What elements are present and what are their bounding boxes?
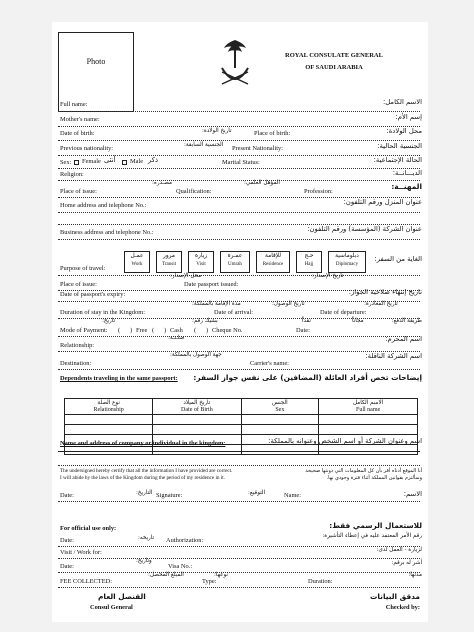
female-label: Female <box>82 158 101 165</box>
prev-nationality-label: Previous nationality: <box>60 145 114 152</box>
visit-work-label: Visit / Work for: <box>60 549 102 556</box>
male-label-ar: ذكر <box>148 156 159 164</box>
visa-number-field[interactable] <box>58 572 420 573</box>
mother-name-label-ar: إسم الأم: <box>395 113 422 121</box>
profession-label-ar: المهنــة: <box>391 182 422 191</box>
male-checkbox[interactable] <box>122 160 127 165</box>
place-issue2-label: Place of issue: <box>60 281 97 288</box>
purpose-label: Purpose of travel: <box>60 265 106 272</box>
type-label-ar: نوعها: <box>214 572 228 578</box>
passport-expiry-label-ar: تاريخ إنتهاء صلاحية الجواز: <box>348 288 422 296</box>
fee-field[interactable] <box>58 587 420 588</box>
pay-free-label-ar: مجاناً <box>352 318 364 324</box>
photo-box <box>58 32 134 112</box>
visit-work-label-ar: لزيارة - العمل لدى: <box>376 547 422 553</box>
official-use-title: For official use only: <box>60 525 117 532</box>
dependents-col-sex: الجنس Sex <box>241 399 319 415</box>
authorization-label: Authorization: <box>166 537 204 544</box>
table-row[interactable] <box>65 425 418 435</box>
pay-cheque-label-ar: بشيك رقم: <box>192 318 218 324</box>
profession-label: Profession: <box>304 188 333 195</box>
female-checkbox[interactable] <box>74 160 79 165</box>
company-field[interactable] <box>58 451 420 452</box>
declaration-text-ar: أنا الموقع أدناه أقر بأن كل المعلومات التي دونتها صحيحة وسألتزم بقوانين المملكة أثناء فترة وجودي بها. <box>305 468 422 481</box>
purpose-field <box>58 275 420 276</box>
home-address-label: Home address and telephone No.: <box>60 202 147 209</box>
dependents-title: Dependents traveling in the same passport: <box>60 375 178 382</box>
name-label: Name: <box>284 492 302 499</box>
duration-label: Duration: <box>308 578 333 585</box>
paren-open-free: ( <box>118 327 121 334</box>
dependents-col-relationship: نوع الصلة Relationship <box>65 399 153 415</box>
table-row[interactable] <box>65 415 418 425</box>
relationship-label: Relationship: <box>60 342 95 349</box>
dependents-title-ar: إيضاحات تخص أفراد العائلة (المضافين) على نفس جواز السفر: <box>193 373 422 382</box>
checked-by-label: Checked by: <box>385 604 420 611</box>
authorization-label-ar: رقم الأمر المعتمد عليه في إعطاء التأشيرة: <box>322 533 422 539</box>
full-name-label-ar: الاسم الكامل: <box>382 98 422 106</box>
stay-label-ar: مدة الإقامة بالمملكة: <box>192 301 241 307</box>
home-address-field[interactable] <box>58 212 420 213</box>
official-use-title-ar: للاستعمال الرسمي فقط: <box>329 521 422 530</box>
stay-duration-label: Duration of stay in the Kingdom: <box>60 309 146 316</box>
port-label-ar: جهة الوصول بالمملكة: <box>170 352 222 358</box>
visa-number-label-ar: أشر له برقم: <box>391 560 422 566</box>
payment-mode-label: Mode of Payment: <box>60 327 108 334</box>
departure-label-ar: تاريخ المغادرة: <box>364 301 398 307</box>
home-address-label-ar: عنوان المنزل ورقم التلفون: <box>343 198 422 206</box>
dob-label: Date of birth: <box>60 130 95 137</box>
authorization-field[interactable] <box>58 546 420 547</box>
dependents-col-fullname: الاسم الكامل Full name <box>319 399 418 415</box>
purpose-transit-option[interactable]: مرور Transit <box>156 251 182 273</box>
mother-name-label: Mother's name: <box>60 116 100 123</box>
consul-general-label-ar: القنصل العام <box>98 592 146 601</box>
visit-work-field[interactable] <box>58 558 420 559</box>
destination-field[interactable] <box>58 369 420 370</box>
marital-status-label-ar: الحالة الإجتماعية: <box>373 156 422 164</box>
date-passport-issued-label: Date passport issued: <box>184 281 239 288</box>
religion-field[interactable] <box>58 180 420 181</box>
full-name-field[interactable] <box>58 111 420 112</box>
declaration-text: The undersigned hereby certify that all the information I have provided are correct. I will abide by the laws of the Kingdom during the period of my residence in it. <box>60 468 233 481</box>
mahram-label-ar: اسم المحرم: <box>385 335 422 343</box>
carrier-label: Carrier's name: <box>250 360 289 367</box>
cash-option[interactable]: Cash <box>170 327 183 334</box>
visa-number-label: Visa No.: <box>168 563 193 570</box>
duration-label-ar: مدتها: <box>408 572 422 578</box>
mother-name-field[interactable] <box>58 126 420 127</box>
purpose-diplomacy-option[interactable]: دبلوماسية Diplomacy <box>328 251 366 273</box>
prev-nationality-label-ar: الجنسية السابقة: <box>184 142 224 148</box>
official-date-label: Date: <box>60 537 74 544</box>
payment-date-label: Date: <box>296 327 310 334</box>
relation-label-ar: صلـتـه: <box>168 335 185 341</box>
checked-by-label-ar: مدقق البيانات <box>369 592 420 601</box>
visa-date-label-ar: وتاريخ: <box>136 558 152 564</box>
company-field-2[interactable] <box>58 465 420 466</box>
full-name-label: Full name: <box>60 101 88 108</box>
paren-open-cheque: ( <box>194 327 197 334</box>
arrival-date-label: Date of arrival: <box>214 309 254 316</box>
qualification-label: Qualification: <box>176 188 212 195</box>
signature-label-ar: التوقيع: <box>248 490 266 496</box>
female-label-ar: أنثى <box>104 156 116 164</box>
free-option[interactable]: Free <box>136 327 148 334</box>
consul-general-label: Consul General <box>90 604 133 611</box>
marital-status-label: Marital Status: <box>222 159 260 166</box>
pob-label: Place of birth: <box>254 130 291 137</box>
signature-label: Signature: <box>156 492 183 499</box>
purpose-label-ar: الغاية من السفر: <box>374 255 422 263</box>
sex-label: Sex: <box>60 159 72 166</box>
saudi-emblem-icon <box>216 38 254 92</box>
signature-field[interactable] <box>58 501 420 502</box>
place-issue-label-ar: مصـدره: <box>152 180 172 186</box>
dob-label-ar: تاريخ الولادة: <box>202 128 232 134</box>
purpose-residence-option[interactable]: للإقامة Residence <box>256 251 290 273</box>
pay-cash-label-ar: نقداً <box>302 318 311 324</box>
sign-date-label: Date: <box>60 492 74 499</box>
present-nationality-label-ar: الجنسية الحالية: <box>377 142 422 150</box>
business-address-label: Business address and telephone No.: <box>60 229 154 236</box>
name-label-ar: الاسم: <box>403 490 422 498</box>
purpose-visit-option[interactable]: زيارة Visit <box>188 251 214 273</box>
place-issue2-label-ar: محل الإصدار: <box>170 273 202 279</box>
visa-application-form <box>52 22 428 622</box>
business-address-field[interactable] <box>58 239 420 240</box>
payment-field[interactable] <box>58 336 420 337</box>
arrival-label-ar: تاريخ الوصول: <box>272 301 305 307</box>
sign-date-label-ar: التاريخ: <box>136 490 153 496</box>
dependents-header-row <box>65 399 418 415</box>
company-label: Name and address of company or individual in the kingdom: <box>60 440 226 447</box>
pay-date-label-ar: تاريخ: <box>102 318 116 324</box>
paren-close-cheque: ) <box>206 327 209 334</box>
cheque-option[interactable]: Cheque No. <box>212 327 243 334</box>
fee-label-ar: المبلغ المحصل: <box>148 572 184 578</box>
present-nationality-label: Present Nationality: <box>232 145 283 152</box>
official-date-label-ar: تاريخه: <box>138 535 155 541</box>
purpose-hajj-option[interactable]: حـج Hajj <box>296 251 322 273</box>
type-label: Type: <box>202 578 217 585</box>
purpose-work-option[interactable]: عمـل Work <box>124 251 150 273</box>
consulate-title: ROYAL CONSULATE GENERAL OF SAUDI ARABIA <box>285 52 383 71</box>
sex-marital-field[interactable] <box>58 168 420 169</box>
place-issue-label: Place of issue: <box>60 188 97 195</box>
qualification-label-ar: المؤهل العلمي: <box>244 180 280 186</box>
date-issue-label-ar: تاريخ الإصدار: <box>312 273 344 279</box>
official-date2-label: Date: <box>60 563 74 570</box>
passport-expiry-label: Date of passport's expiry: <box>60 291 126 298</box>
fee-collected-label: FEE COLLECTED: <box>60 578 113 585</box>
dob-pob-field[interactable] <box>58 140 420 141</box>
pob-label-ar: محل الولادة: <box>386 127 422 135</box>
business-address-label-ar: عنوان الشركة (المؤسسة) ورقم التلفون: <box>307 225 422 233</box>
religion-label-ar: الديـــانــة: <box>392 169 422 177</box>
carrier-label-ar: اسم الشركة الناقلة: <box>365 352 422 360</box>
photo-label: Photo <box>86 57 106 66</box>
male-label: Male <box>130 158 144 165</box>
pay-method-label-ar: طريقة الدفع: <box>391 318 422 324</box>
destination-label: Destination: <box>60 360 92 367</box>
religion-label: Religion: <box>60 171 84 178</box>
dependents-col-dob: تاريخ الميلاد Date of Birth <box>153 399 241 415</box>
paren-open-cash: ( <box>152 327 155 334</box>
departure-date-label: Date of departure: <box>320 309 367 316</box>
paren-close-free: ) <box>130 327 133 334</box>
paren-close-cash: ) <box>164 327 167 334</box>
company-label-ar: اسم وعنوان الشركة أو اسم الشخص وعنوانه بالمملكة: <box>268 437 422 445</box>
purpose-umrah-option[interactable]: عمـرة Umrah <box>220 251 250 273</box>
